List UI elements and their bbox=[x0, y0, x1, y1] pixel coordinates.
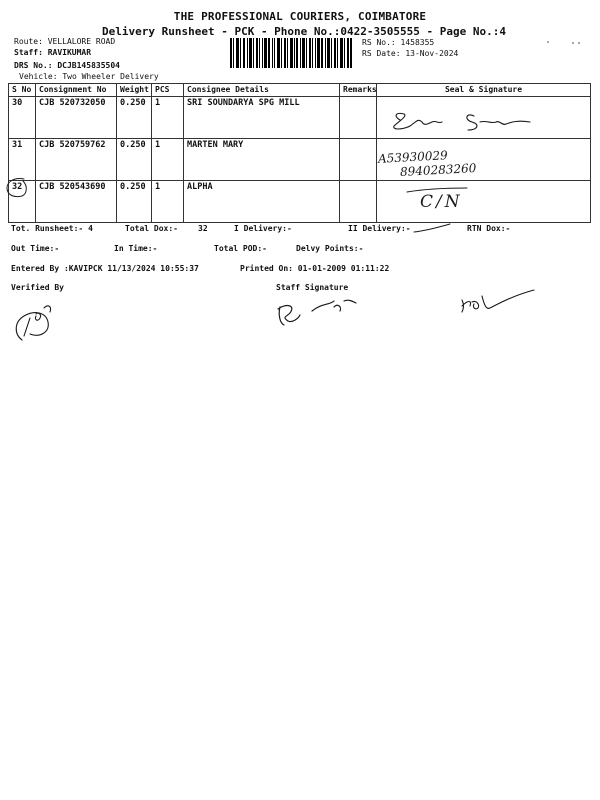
rs-date: RS Date: 13-Nov-2024 bbox=[362, 49, 459, 58]
cell-weight: 0.250 bbox=[117, 97, 152, 139]
vehicle-label: Vehicle: Two Wheeler Delivery bbox=[19, 72, 159, 81]
cell-remarks bbox=[340, 181, 377, 223]
table-row bbox=[9, 181, 591, 223]
drs-number: DRS No.: DCJB145835504 bbox=[14, 61, 120, 70]
cell-pcs: 1 bbox=[152, 97, 184, 139]
cell-consignee: SRI SOUNDARYA SPG MILL bbox=[184, 97, 340, 139]
col-header-signature: Seal & Signature bbox=[377, 84, 591, 97]
hand-circle-mark bbox=[4, 176, 30, 200]
staff-label: Staff: RAVIKUMAR bbox=[14, 48, 92, 57]
receiver-signature bbox=[458, 288, 538, 318]
total-dox-value: 32 bbox=[198, 224, 208, 233]
cell-pcs: 1 bbox=[152, 139, 184, 181]
ii-delivery: II Delivery:- bbox=[348, 224, 411, 233]
ii-delivery-pen-stroke bbox=[412, 222, 452, 236]
col-header-remarks: Remarks bbox=[340, 84, 377, 97]
cell-sno: 30 bbox=[9, 97, 36, 139]
row-32-handwritten-text: C/N bbox=[420, 192, 463, 212]
cell-remarks bbox=[340, 139, 377, 181]
tot-runsheet: Tot. Runsheet:- 4 bbox=[11, 224, 93, 233]
table-header-row bbox=[9, 84, 591, 97]
cell-pcs: 1 bbox=[152, 181, 184, 223]
rs-number: RS No.: 1458355 bbox=[362, 38, 435, 47]
col-header-sno: S No bbox=[9, 84, 36, 97]
cell-consignment: CJB 520732050 bbox=[36, 97, 117, 139]
row-31-handwritten-id: A53930029 bbox=[377, 148, 449, 166]
rtn-dox: RTN Dox:- bbox=[467, 224, 511, 233]
barcode-image bbox=[230, 38, 352, 68]
col-header-pcs: PCS bbox=[152, 84, 184, 97]
company-title: THE PROFESSIONAL COURIERS, COIMBATORE bbox=[173, 10, 427, 23]
entered-by: Entered By :KAVIPCK 11/13/2024 10:55:37 bbox=[11, 264, 199, 273]
cell-remarks bbox=[340, 97, 377, 139]
delvy-points: Delvy Points:- bbox=[296, 244, 364, 253]
row-30-signature bbox=[388, 104, 538, 140]
cell-sno: 32 bbox=[9, 181, 36, 223]
cell-sno: 31 bbox=[9, 139, 36, 181]
staff-signature bbox=[272, 293, 372, 329]
cell-consignee: MARTEN MARY bbox=[184, 139, 340, 181]
verified-by-signature bbox=[8, 300, 64, 344]
col-header-weight: Weight bbox=[117, 84, 152, 97]
scan-speck bbox=[545, 38, 585, 50]
runsheet-title: Delivery Runsheet - PCK - Phone No.:0422-3505555 - Page No.:4 bbox=[102, 25, 506, 38]
row-32-pen-stroke bbox=[405, 186, 485, 196]
cell-consignment: CJB 520543690 bbox=[36, 181, 117, 223]
staff-signature-label: Staff Signature bbox=[276, 283, 349, 292]
row-31-handwritten-phone: 8940283260 bbox=[399, 161, 477, 179]
verified-by-label: Verified By bbox=[11, 283, 64, 292]
cell-weight: 0.250 bbox=[117, 181, 152, 223]
total-dox-label: Total Dox:- bbox=[125, 224, 178, 233]
total-pod: Total POD:- bbox=[214, 244, 267, 253]
route-label: Route: VELLALORE ROAD bbox=[14, 37, 116, 46]
table-row bbox=[9, 139, 591, 181]
out-time: Out Time:- bbox=[11, 244, 60, 253]
cell-consignee: ALPHA bbox=[184, 181, 340, 223]
col-header-consignment: Consignment No bbox=[36, 84, 117, 97]
col-header-consignee: Consignee Details bbox=[184, 84, 340, 97]
printed-on: Printed On: 01-01-2009 01:11:22 bbox=[240, 264, 390, 273]
i-delivery: I Delivery:- bbox=[234, 224, 292, 233]
in-time: In Time:- bbox=[114, 244, 158, 253]
cell-weight: 0.250 bbox=[117, 139, 152, 181]
cell-consignment: CJB 520759762 bbox=[36, 139, 117, 181]
